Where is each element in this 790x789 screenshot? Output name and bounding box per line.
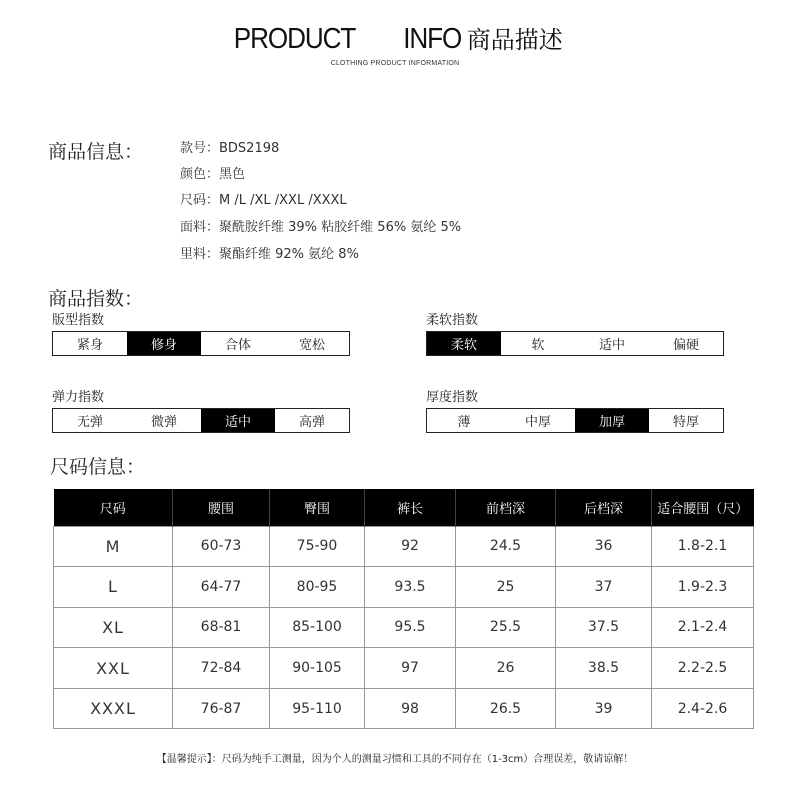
info-line-style-no: 款号：BDS2198 bbox=[180, 141, 280, 156]
thickness-index-label: 厚度指数 bbox=[426, 390, 479, 405]
elasticity-index-bar bbox=[52, 408, 350, 433]
table-cell: XXXL bbox=[54, 688, 173, 729]
index-option: 偏硬 bbox=[672, 338, 699, 353]
page-header bbox=[0, 20, 790, 56]
index-option: 中厚 bbox=[524, 415, 551, 430]
fit-index bbox=[52, 312, 350, 356]
table-cell: 1.8-2.1 bbox=[652, 526, 754, 567]
index-option: 软 bbox=[531, 338, 545, 353]
column-header: 腰围 bbox=[173, 489, 270, 526]
table-cell: 90-105 bbox=[270, 648, 365, 689]
table-cell: 98 bbox=[365, 688, 456, 729]
table-cell: 37.5 bbox=[556, 607, 652, 648]
table-cell: 60-73 bbox=[173, 526, 270, 567]
table-cell: 25 bbox=[456, 567, 556, 608]
index-option: 修身 bbox=[127, 332, 201, 355]
column-header: 适合腰围（尺） bbox=[652, 489, 754, 526]
column-header: 后档深 bbox=[556, 489, 652, 526]
table-cell: 2.1-2.4 bbox=[652, 607, 754, 648]
table-cell: 36 bbox=[556, 526, 652, 567]
softness-index bbox=[426, 312, 724, 356]
table-row bbox=[54, 648, 754, 689]
table-row bbox=[54, 526, 754, 567]
table-cell: 25.5 bbox=[456, 607, 556, 648]
index-option: 高弹 bbox=[298, 415, 325, 430]
index-option: 宽松 bbox=[298, 338, 325, 353]
column-header: 尺码 bbox=[54, 489, 173, 526]
table-row bbox=[54, 607, 754, 648]
table-cell: 68-81 bbox=[173, 607, 270, 648]
index-option: 加厚 bbox=[575, 409, 649, 432]
table-cell: M bbox=[54, 526, 173, 567]
index-option: 无弹 bbox=[76, 415, 103, 430]
table-cell: XL bbox=[54, 607, 173, 648]
table-row bbox=[54, 567, 754, 608]
table-cell: 72-84 bbox=[173, 648, 270, 689]
index-option: 柔软 bbox=[427, 332, 501, 355]
table-cell: 2.4-2.6 bbox=[652, 688, 754, 729]
thickness-index bbox=[426, 389, 724, 433]
index-option: 合体 bbox=[224, 338, 251, 353]
table-cell: 76-87 bbox=[173, 688, 270, 729]
table-cell: 37 bbox=[556, 567, 652, 608]
softness-index-label: 柔软指数 bbox=[426, 313, 479, 328]
fit-index-bar bbox=[52, 331, 350, 356]
size-table bbox=[53, 489, 754, 729]
index-option: 适中 bbox=[201, 409, 275, 432]
info-line-sizes: 尺码：M /L /XL /XXL /XXXL bbox=[180, 193, 347, 208]
index-option: 适中 bbox=[598, 338, 625, 353]
size-info-title: 尺码信息： bbox=[50, 456, 146, 478]
column-header: 前档深 bbox=[456, 489, 556, 526]
header-title bbox=[227, 20, 562, 56]
index-option: 薄 bbox=[457, 415, 471, 430]
product-index-title: 商品指数： bbox=[48, 288, 144, 310]
softness-index-bar bbox=[426, 331, 724, 356]
fit-index-label: 版型指数 bbox=[52, 313, 105, 328]
header-title-en-2: INFO bbox=[403, 23, 462, 55]
table-cell: 85-100 bbox=[270, 607, 365, 648]
table-cell: 95-110 bbox=[270, 688, 365, 729]
thickness-index-bar bbox=[426, 408, 724, 433]
info-line-lining: 里料：聚酯纤维 92% 氨纶 8% bbox=[180, 247, 359, 262]
product-info-title: 商品信息： bbox=[48, 141, 144, 163]
table-cell: 1.9-2.3 bbox=[652, 567, 754, 608]
table-cell: 95.5 bbox=[365, 607, 456, 648]
table-cell: 24.5 bbox=[456, 526, 556, 567]
column-header: 裤长 bbox=[365, 489, 456, 526]
elasticity-index bbox=[52, 389, 350, 433]
header-title-en-1: PRODUCT bbox=[234, 23, 356, 55]
index-option: 微弹 bbox=[150, 415, 177, 430]
table-row bbox=[54, 688, 754, 729]
table-cell: L bbox=[54, 567, 173, 608]
table-cell: 26.5 bbox=[456, 688, 556, 729]
table-cell: 64-77 bbox=[173, 567, 270, 608]
table-cell: XXL bbox=[54, 648, 173, 689]
measurement-tip: 【温馨提示】：尺码为纯手工测量，因为个人的测量习惯和工具的不同存在（1-3cm）合理误差，敬请谅解！ bbox=[156, 754, 634, 765]
table-cell: 38.5 bbox=[556, 648, 652, 689]
info-line-color: 颜色：黑色 bbox=[180, 167, 246, 182]
table-cell: 2.2-2.5 bbox=[652, 648, 754, 689]
elasticity-index-label: 弹力指数 bbox=[52, 390, 105, 405]
size-table-header bbox=[54, 489, 754, 526]
info-line-fabric: 面料：聚酰胺纤维 39% 粘胶纤维 56% 氨纶 5% bbox=[180, 220, 462, 235]
table-cell: 26 bbox=[456, 648, 556, 689]
index-option: 特厚 bbox=[672, 415, 699, 430]
table-cell: 39 bbox=[556, 688, 652, 729]
header-subtitle: CLOTHING PRODUCT INFORMATION bbox=[330, 60, 460, 67]
index-option: 紧身 bbox=[76, 338, 103, 353]
table-cell: 92 bbox=[365, 526, 456, 567]
table-cell: 97 bbox=[365, 648, 456, 689]
header-title-zh: 商品描述 bbox=[466, 26, 563, 54]
table-cell: 93.5 bbox=[365, 567, 456, 608]
column-header: 臀围 bbox=[270, 489, 365, 526]
table-cell: 80-95 bbox=[270, 567, 365, 608]
table-cell: 75-90 bbox=[270, 526, 365, 567]
